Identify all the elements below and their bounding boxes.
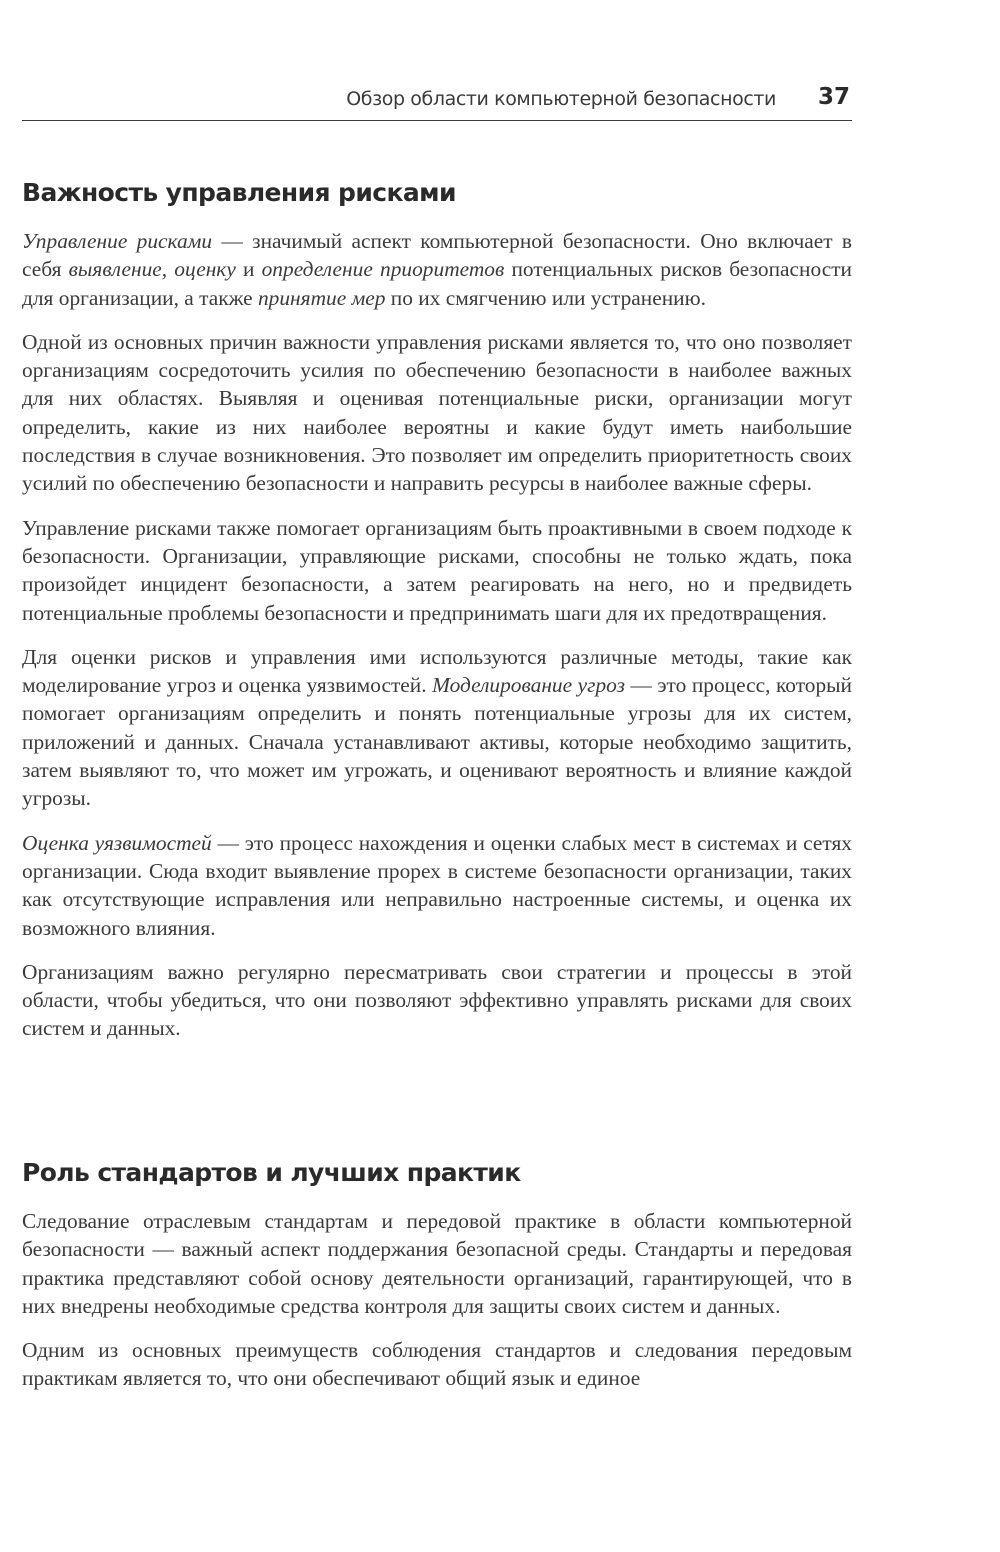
paragraph-6: Организациям важно регулярно пересматривать свои стратегии и процессы в этой области, чтобы убедиться, что они позволяют эффективно управлять рисками для своих систем и данных. [22,959,852,1041]
section-body-standards [22,1207,852,1393]
paragraph-text: — значимый аспект компьютерной безопасности. Оно включает в себя [22,229,852,282]
paragraph-text: по их смягчению или устранению. [385,285,706,310]
paragraph-text: — это процесс нахождения и оценки слабых мест в системах и сетях организации. Сюда входит выявление прорех в системе безопасности организации, таких как отсутствующие исправления или неправильно настроенные системы, и оценка их возможного влияния. [22,830,852,940]
running-header [22,84,852,121]
paragraph-text: Для оценки рисков и управления ими используются различные методы, такие как моделирование угроз и оценка уязвимостей. [22,644,852,698]
paragraph-text: и [235,257,262,282]
paragraph-1 [22,227,852,312]
emphasis-text: Оценка уязвимостей [22,830,212,855]
section-heading-standards: Роль стандартов и лучших практик [22,1158,521,1187]
paragraph-3: Управление рисками также помогает организациям быть проактивными в своем подходе к безопасности. Организации, управляющие рисками, способны не только ждать, пока произойдет инцидент безопасности, а затем реагировать на него, но и предвидеть потенциальные проблемы безопасности и предпринимать шаги для их предотвращения. [22,515,852,625]
emphasis-text: принятие мер [257,285,386,310]
section-body-risk-management [22,227,852,1043]
emphasis-text: выявление, оценку [68,257,236,282]
paragraph-2: Одним из основных преимуществ соблюдения стандартов и следования передовым практикам является то, что они обеспечивают общий язык и единое [22,1338,852,1391]
emphasis-text: Моделирование угроз [432,673,625,698]
paragraph-4 [22,643,852,813]
emphasis-text: Управление рисками [22,229,213,253]
paragraph-5 [22,829,852,942]
running-title: Обзор области компьютерной безопасности [346,88,776,110]
section-heading-risk-management: Важность управления рисками [22,178,456,207]
emphasis-text: определение приоритетов [261,257,505,282]
paragraph-text: потенциальных рисков безопасности для организации, а также [22,257,852,310]
paragraph-text: — это процесс, который помогает организациям определить и понять потенциальные угрозы для их систем, приложений и данных. Сначала устанавливают активы, которые необходимо защитить, затем выявляют то, что может им угрожать, и оценивают вероятность и влияние каждой угрозы. [22,673,852,811]
paragraph-1: Следование отраслевым стандартам и передовой практике в области компьютерной безопасности — важный аспект поддержания безопасной среды. Стандарты и передовая практика представляют собой основу деятельности организаций, гарантирующей, что в них внедрены необходимые средства контроля для защиты своих систем и данных. [22,1209,852,1318]
paragraph-2: Одной из основных причин важности управления рисками является то, что оно позволяет организациям сосредоточить усилия по обеспечению безопасности в наиболее важных для них областях. Выявляя и оценивая потенциальные риски, организации могут определить, какие из них наиболее вероятны и какие будут иметь наибольшие последствия в случае возникновения. Это позволяет им определить приоритетность своих усилий по обеспечению безопасности и направить ресурсы в наиболее важные сферы. [22,329,852,496]
page-number: 37 [817,84,850,110]
